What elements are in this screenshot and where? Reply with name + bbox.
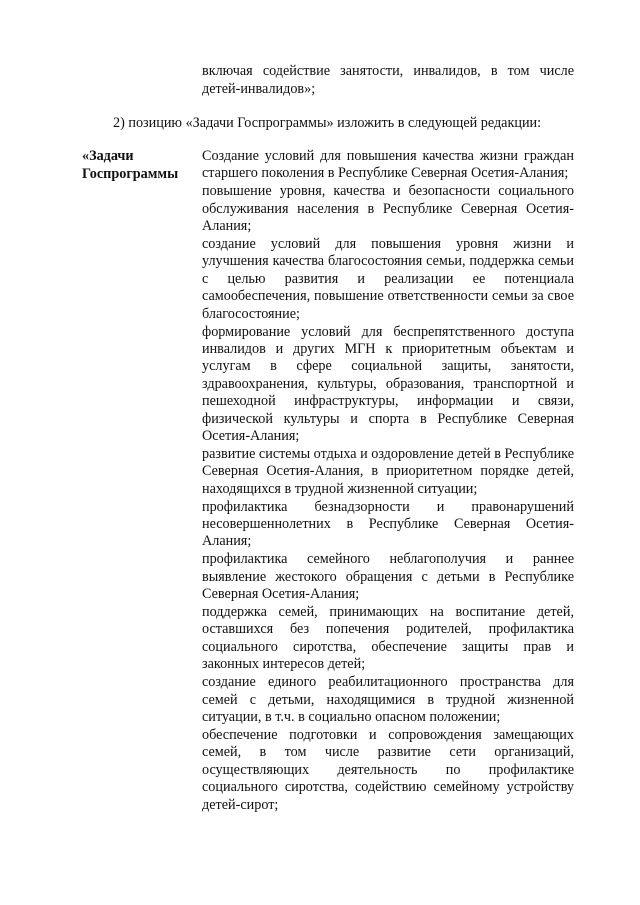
previous-item-continuation	[202, 63, 574, 98]
task-item: формирование условий для беспрепятственного доступа инвалидов и других МГН к приоритетным объектам и услугам в сфере социальной защиты, занятости, здравоохранения, культуры, образования, транспортной и пешеходной инфраструктуры, информации и связи, физической культуры и спорта в Республике Северная Осетия-Алания;	[202, 323, 574, 444]
tasks-list	[202, 148, 574, 814]
task-item: создание единого реабилитационного пространства для семей с детьми, находящимися в трудной жизненной ситуации, в т.ч. в социально опасном положении;	[202, 674, 574, 725]
task-item: профилактика семейного неблагополучия и раннее выявление жестокого обращения с детьми в Республике Северная Осетия-Алания;	[202, 551, 574, 603]
tasks-label: «Задачи Госпрограммы	[82, 148, 179, 182]
task-item: повышение уровня, качества и безопасности социального обслуживания населения в Республике Северная Осетия-Алания;	[202, 183, 574, 235]
continuation-text: включая содействие занятости, инвалидов, в том числе детей-инвалидов»;	[202, 63, 574, 97]
amendment-instruction: 2) позицию «Задачи Госпрограммы» изложить в следующей редакции:	[113, 115, 542, 131]
task-item: развитие системы отдыха и оздоровление детей в Республике Северная Осетия-Алания, в приоритетном порядке детей, находящихся в трудной жизненной ситуации;	[202, 445, 575, 497]
task-item: поддержка семей, принимающих на воспитание детей, оставшихся без попечения родителей, профилактика социального сиротства, обеспечение защиты прав и законных интересов детей;	[202, 604, 574, 673]
task-item: Создание условий для повышения качества жизни граждан старшего поколения в Республике Северная Осетия-Алания;	[202, 148, 574, 182]
task-item: обеспечение подготовки и сопровождения замещающих семей, в том числе развитие сети организаций, осуществляющих деятельность по профилактике социального сиротства, содействию семейному устройству детей-сирот;	[202, 726, 574, 813]
task-item: создание условий для повышения уровня жизни и улучшения качества благосостояния семьи, поддержка семьи с целью развития и реализации ее потенциала самообеспечения, повышение ответственности семьи за свое благосостояние;	[202, 236, 574, 322]
task-item: профилактика безнадзорности и правонарушений несовершеннолетних в Республике Северная Осетия-Алания;	[202, 498, 574, 550]
